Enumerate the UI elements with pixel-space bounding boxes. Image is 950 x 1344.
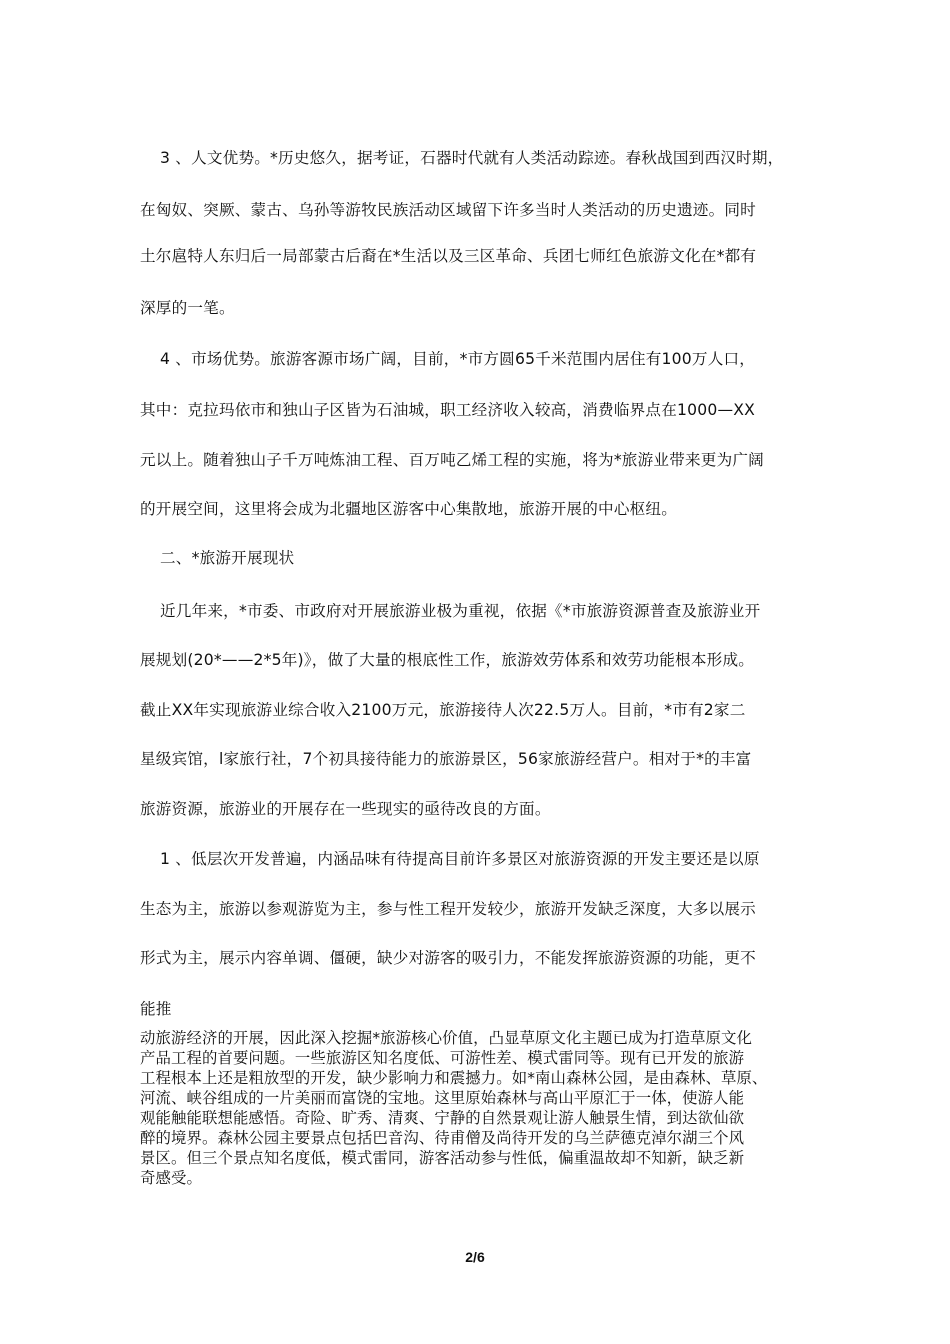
text-line: 景区。但三个景点知名度低，模式雷同，游客活动参与性低，偏重温故却不知新，缺乏新 bbox=[140, 1149, 745, 1167]
text-line: 4 、市场优势。旅游客源市场广阔，目前，*市方圆65千米范围内居住有100万人口， bbox=[160, 350, 756, 368]
text-line: 的开展空间，这里将会成为北疆地区游客中心集散地，旅游开展的中心枢纽。 bbox=[140, 500, 677, 518]
text-line: 深厚的一笔。 bbox=[140, 299, 235, 317]
text-line: 观能触能联想能感悟。奇险、旷秀、清爽、宁静的自然景观让游人触景生情，到达欲仙欲 bbox=[140, 1109, 745, 1127]
text-line: 在匈奴、突厥、蒙古、乌孙等游牧民族活动区域留下许多当时人类活动的历史遗迹。同时 bbox=[140, 201, 756, 219]
text-line: 土尔扈特人东归后一局部蒙古后裔在*生活以及三区革命、兵团七师红色旅游文化在*都有 bbox=[140, 247, 757, 265]
page-number: 2/6 bbox=[465, 1249, 485, 1265]
text-line: 形式为主，展示内容单调、僵硬，缺少对游客的吸引力，不能发挥旅游资源的功能，更不 bbox=[140, 949, 756, 967]
text-line: 3 、人文优势。*历史悠久，据考证，石器时代就有人类活动踪迹。春秋战国到西汉时期， bbox=[160, 149, 784, 167]
text-line: 工程根本上还是粗放型的开发，缺少影响力和震撼力。如*南山森林公园，是由森林、草原、 bbox=[140, 1069, 768, 1087]
text-line: 奇感受。 bbox=[140, 1169, 202, 1187]
text-line: 河流、峡谷组成的一片美丽而富饶的宝地。这里原始森林与高山平原汇于一体，使游人能 bbox=[140, 1089, 745, 1107]
text-line: 动旅游经济的开展，因此深入挖掘*旅游核心价值，凸显草原文化主题已成为打造草原文化 bbox=[140, 1029, 752, 1047]
text-line: 能推 bbox=[140, 1000, 172, 1018]
text-line: 醉的境界。森林公园主要景点包括巴音沟、待甫僧及尚待开发的乌兰萨德克淖尔湖三个风 bbox=[140, 1129, 745, 1147]
text-line: 元以上。随着独山子千万吨炼油工程、百万吨乙烯工程的实施，将为*旅游业带来更为广阔 bbox=[140, 451, 764, 469]
section-heading: 二、*旅游开展现状 bbox=[160, 549, 295, 567]
text-line: 其中：克拉玛依市和独山子区皆为石油城，职工经济收入较高，消费临界点在1000—XX bbox=[140, 401, 756, 419]
text-line: 生态为主，旅游以参观游览为主，参与性工程开发较少，旅游开发缺乏深度，大多以展示 bbox=[140, 900, 756, 918]
text-line: 展规划(20*——2*5年)》，做了大量的根底性工作，旅游效劳体系和效劳功能根本形成。 bbox=[140, 651, 755, 669]
text-line: 近几年来，*市委、市政府对开展旅游业极为重视，依据《*市旅游资源普查及旅游业开 bbox=[160, 602, 761, 620]
text-line: 星级宾馆，l家旅行社，7个初具接待能力的旅游景区，56家旅游经营户。相对于*的丰富 bbox=[140, 750, 752, 768]
text-line: 1 、低层次开发普遍，内涵品味有待提高目前许多景区对旅游资源的开发主要还是以原 bbox=[160, 850, 760, 868]
text-line: 截止XX年实现旅游业综合收入2100万元，旅游接待人次22.5万人。目前，*市有2家二 bbox=[140, 701, 746, 719]
text-line: 产品工程的首要问题。一些旅游区知名度低、可游性差、模式雷同等。现有已开发的旅游 bbox=[140, 1049, 745, 1067]
text-line: 旅游资源，旅游业的开展存在一些现实的亟待改良的方面。 bbox=[140, 800, 551, 818]
